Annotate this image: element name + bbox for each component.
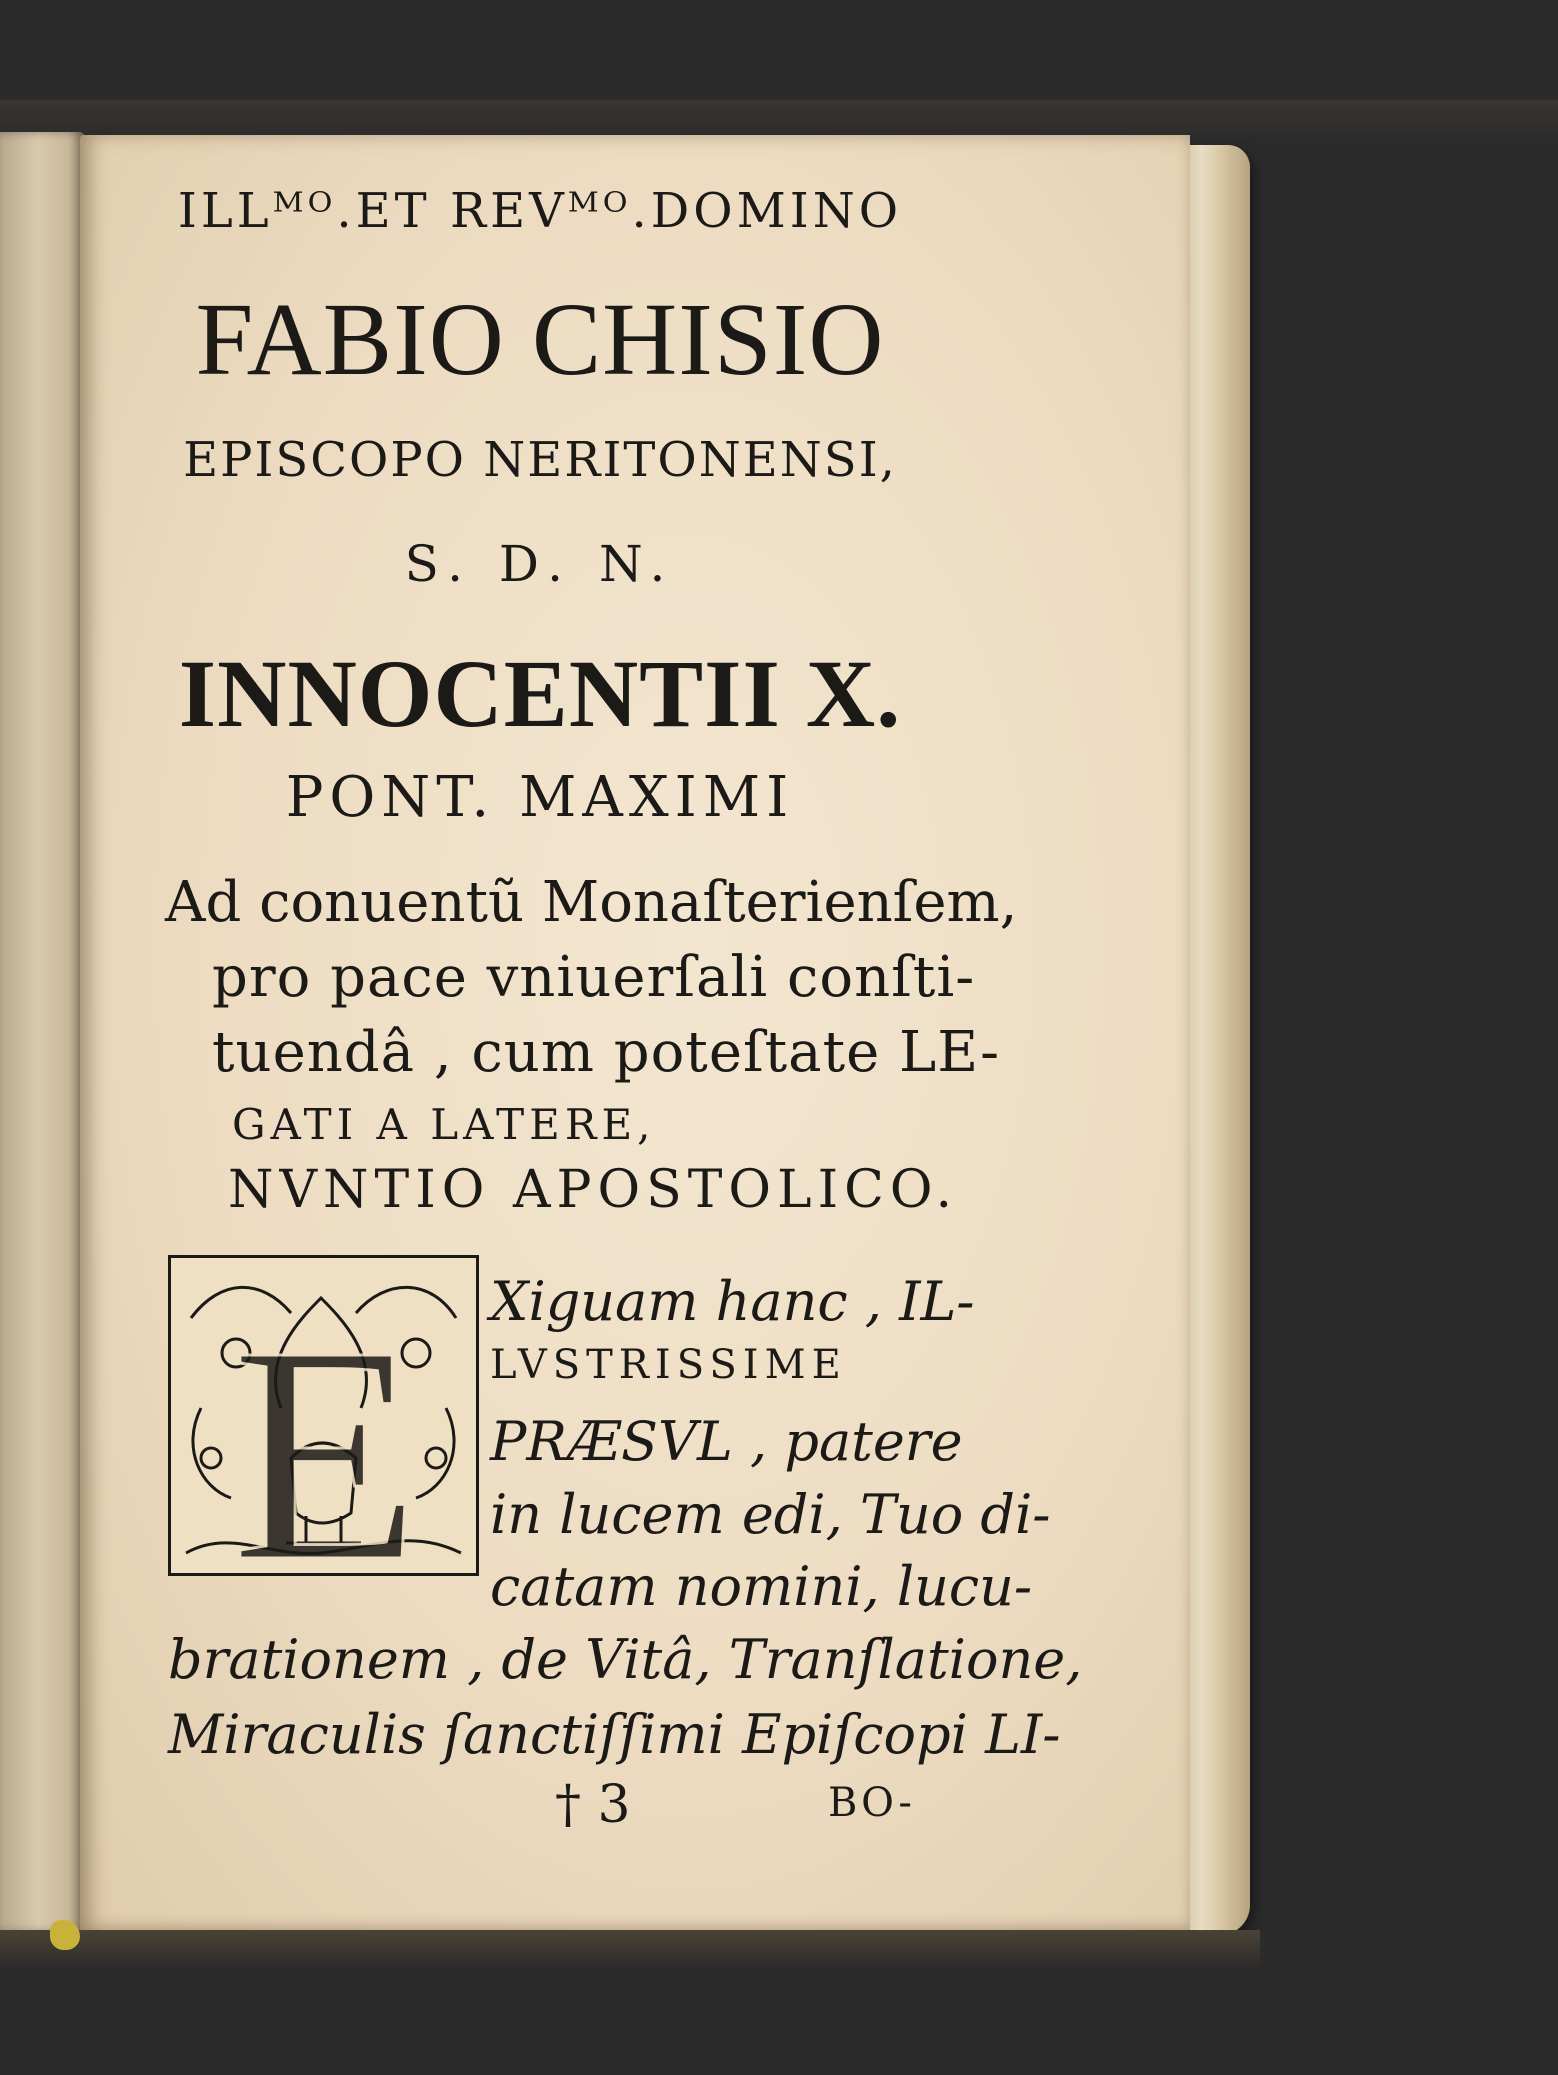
dedication-line: Ad conuentũ Monaſterienſem, [165,870,1018,935]
left-page-edge [0,132,85,1932]
dedicatee-name: FABIO CHISIO [195,282,885,397]
decorated-initial-e [168,1255,479,1576]
body-line: catam nomini, lucu- [490,1555,1033,1618]
sdn-line: S. D. N. [404,535,676,593]
dedication-line: pro pace vniuerſali conſti- [212,945,976,1010]
dedication-line: NVNTIO APOSTOLICO. [228,1160,959,1220]
body-line: Miraculis ſanctiſſimi Epiſcopi LI- [168,1703,1061,1766]
catchword: BO- [828,1780,915,1826]
signature-mark: † 3 [555,1775,631,1835]
dedication-line: tuendâ , cum poteſtate LE- [212,1020,1001,1085]
body-line: PRÆSVL , patere [490,1410,963,1473]
heading: ILLᴹᴼ.ET REVᴹᴼ.DOMINO [177,183,903,239]
body-line: brationem , de Vitâ, Tranſlatione, [168,1628,1083,1691]
body-line: LVSTRISSIME [490,1342,847,1388]
floral-vase-ornament-icon [171,1258,476,1573]
bottom-shadow [0,1930,1260,1970]
dedicatee-title: EPISCOPO NERITONENSI, [183,432,897,488]
pope-name: INNOCENTII X. [178,640,902,747]
dedication-line: GATI A LATERE, [232,1100,656,1149]
body-line: in lucem edi, Tuo di- [490,1483,1051,1546]
pont-line: PONT. MAXIMI [285,765,795,830]
bookmark-ribbon [50,1920,80,1950]
svg-text:E: E [231,1283,421,1573]
body-line: Xiguam hanc , IL- [490,1270,975,1333]
binding-shadow [0,100,1558,140]
